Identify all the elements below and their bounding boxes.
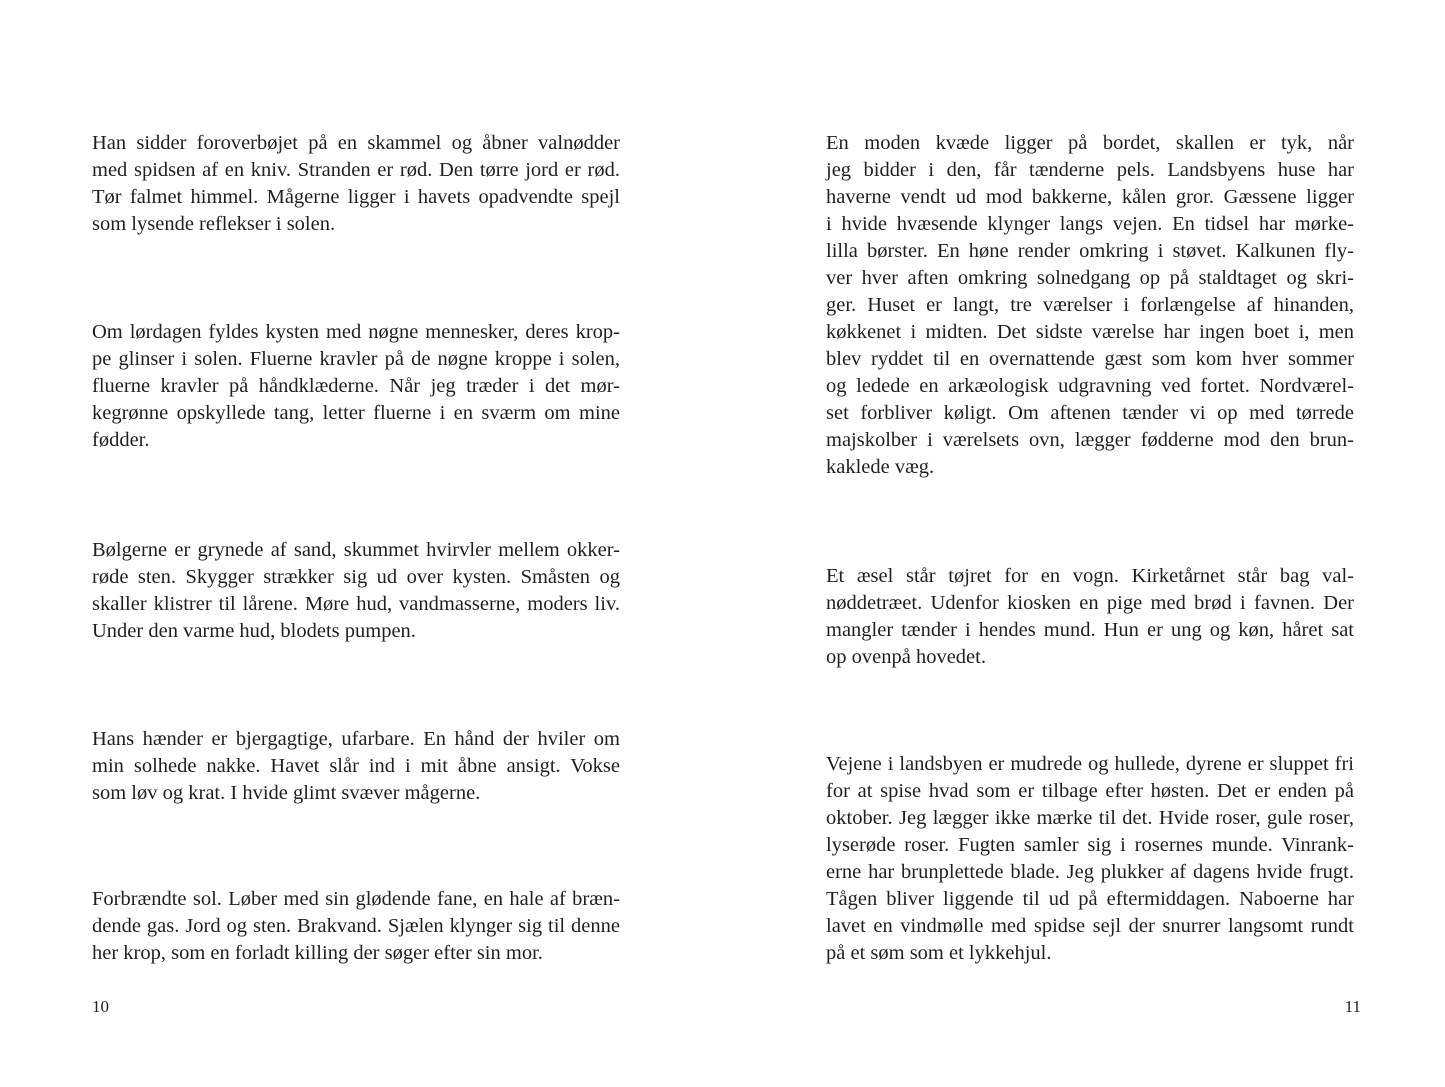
- paragraph-right-2: [826, 563, 1354, 671]
- text-line: ger. Huset er langt, tre værelser i forlængelse af hinanden,: [826, 294, 1354, 316]
- text-line: på et søm som et lykkehjul.: [826, 942, 1052, 964]
- text-line: jeg bidder i den, får tænderne pels. Landsbyens huse har: [826, 159, 1354, 181]
- text-line: i hvide hvæsende klynger langs vejen. En tidsel har mørke-: [826, 213, 1354, 235]
- text-line: lyserøde roser. Fugten samler sig i rosernes munde. Vinrank-: [826, 834, 1354, 856]
- text-line: nøddetræet. Udenfor kiosken en pige med brød i favnen. Der: [826, 592, 1354, 614]
- text-line: ver hver aften omkring solnedgang op på staldtaget og skri-: [826, 267, 1354, 289]
- text-line: Under den varme hud, blodets pumpen.: [92, 620, 416, 642]
- paragraph-left-4: [92, 726, 620, 807]
- text-line: pe glinser i solen. Fluerne kravler på de nøgne kroppe i solen,: [92, 348, 620, 370]
- paragraph-left-3: [92, 537, 620, 645]
- text-line: Han sidder foroverbøjet på en skammel og åbner valnødder: [92, 132, 620, 154]
- text-line: skaller klistrer til lårene. Møre hud, vandmasserne, moders liv.: [92, 593, 620, 615]
- text-line: Hans hænder er bjergagtige, ufarbare. En hånd der hviler om: [92, 728, 620, 750]
- text-line: kaklede væg.: [826, 456, 935, 478]
- text-line: haverne vendt ud mod bakkerne, kålen gror. Gæssene ligger: [826, 186, 1354, 208]
- text-line: erne har brunplettede blade. Jeg plukker af dagens hvide frugt.: [826, 861, 1354, 883]
- text-line: Om lørdagen fyldes kysten med nøgne mennesker, deres krop-: [92, 321, 620, 343]
- text-line: fødder.: [92, 429, 150, 451]
- text-line: Forbrændte sol. Løber med sin glødende fane, en hale af bræn-: [92, 888, 620, 910]
- text-line: min solhede nakke. Havet slår ind i mit åbne ansigt. Vokse: [92, 755, 620, 777]
- page-number-left: 10: [92, 997, 109, 1016]
- paragraph-left-5: [92, 886, 620, 967]
- paragraph-right-3: [826, 751, 1354, 967]
- text-line: set forbliver køligt. Om aftenen tænder vi op med tørrede: [826, 402, 1354, 424]
- text-line: fluerne kravler på håndklæderne. Når jeg træder i det mør-: [92, 375, 620, 397]
- text-line: lavet en vindmølle med spidse sejl der snurrer langsomt rundt: [826, 915, 1354, 937]
- text-line: Vejene i landsbyen er mudrede og hullede, dyrene er sluppet fri: [826, 753, 1354, 775]
- right-page: [722, 0, 1445, 1087]
- text-line: blev ryddet til en overnattende gæst som kom hver sommer: [826, 348, 1354, 370]
- paragraph-left-2: [92, 319, 620, 454]
- text-line: for at spise hvad som er tilbage efter høsten. Det er enden på: [826, 780, 1354, 802]
- text-line: oktober. Jeg lægger ikke mærke til det. Hvide roser, gule roser,: [826, 807, 1354, 829]
- text-line: og ledede en arkæologisk udgravning ved fortet. Nordværel-: [826, 375, 1354, 397]
- text-line: køkkenet i midten. Det sidste værelse har ingen boet i, men: [826, 321, 1354, 343]
- text-line: Et æsel står tøjret for en vogn. Kirketårnet står bag val-: [826, 565, 1354, 587]
- text-line: Tør falmet himmel. Mågerne ligger i havets opadvendte spejl: [92, 186, 620, 208]
- text-line: mangler tænder i hendes mund. Hun er ung og køn, håret sat: [826, 619, 1354, 641]
- left-page: [0, 0, 722, 1087]
- text-line: med spidsen af en kniv. Stranden er rød. Den tørre jord er rød.: [92, 159, 620, 181]
- text-line: kegrønne opskyllede tang, letter fluerne i en sværm om mine: [92, 402, 620, 424]
- text-line: som løv og krat. I hvide glimt svæver mågerne.: [92, 782, 481, 804]
- text-line: her krop, som en forladt killing der søger efter sin mor.: [92, 942, 543, 964]
- text-line: lilla børster. En høne render omkring i støvet. Kalkunen fly-: [826, 240, 1354, 262]
- paragraph-right-1: [826, 130, 1354, 481]
- text-line: Bølgerne er grynede af sand, skummet hvirvler mellem okker-: [92, 539, 620, 561]
- text-line: som lysende reflekser i solen.: [92, 213, 336, 235]
- text-line: En moden kvæde ligger på bordet, skallen er tyk, når: [826, 132, 1354, 154]
- text-line: op ovenpå hovedet.: [826, 646, 986, 668]
- text-line: røde sten. Skygger strækker sig ud over kysten. Småsten og: [92, 566, 620, 588]
- page-number-right: 11: [1344, 997, 1361, 1016]
- text-line: majskolber i værelsets ovn, lægger fødderne mod den brun-: [826, 429, 1354, 451]
- paragraph-left-1: [92, 130, 620, 238]
- text-line: Tågen bliver liggende til ud på eftermiddagen. Naboerne har: [826, 888, 1354, 910]
- text-line: dende gas. Jord og sten. Brakvand. Sjælen klynger sig til denne: [92, 915, 620, 937]
